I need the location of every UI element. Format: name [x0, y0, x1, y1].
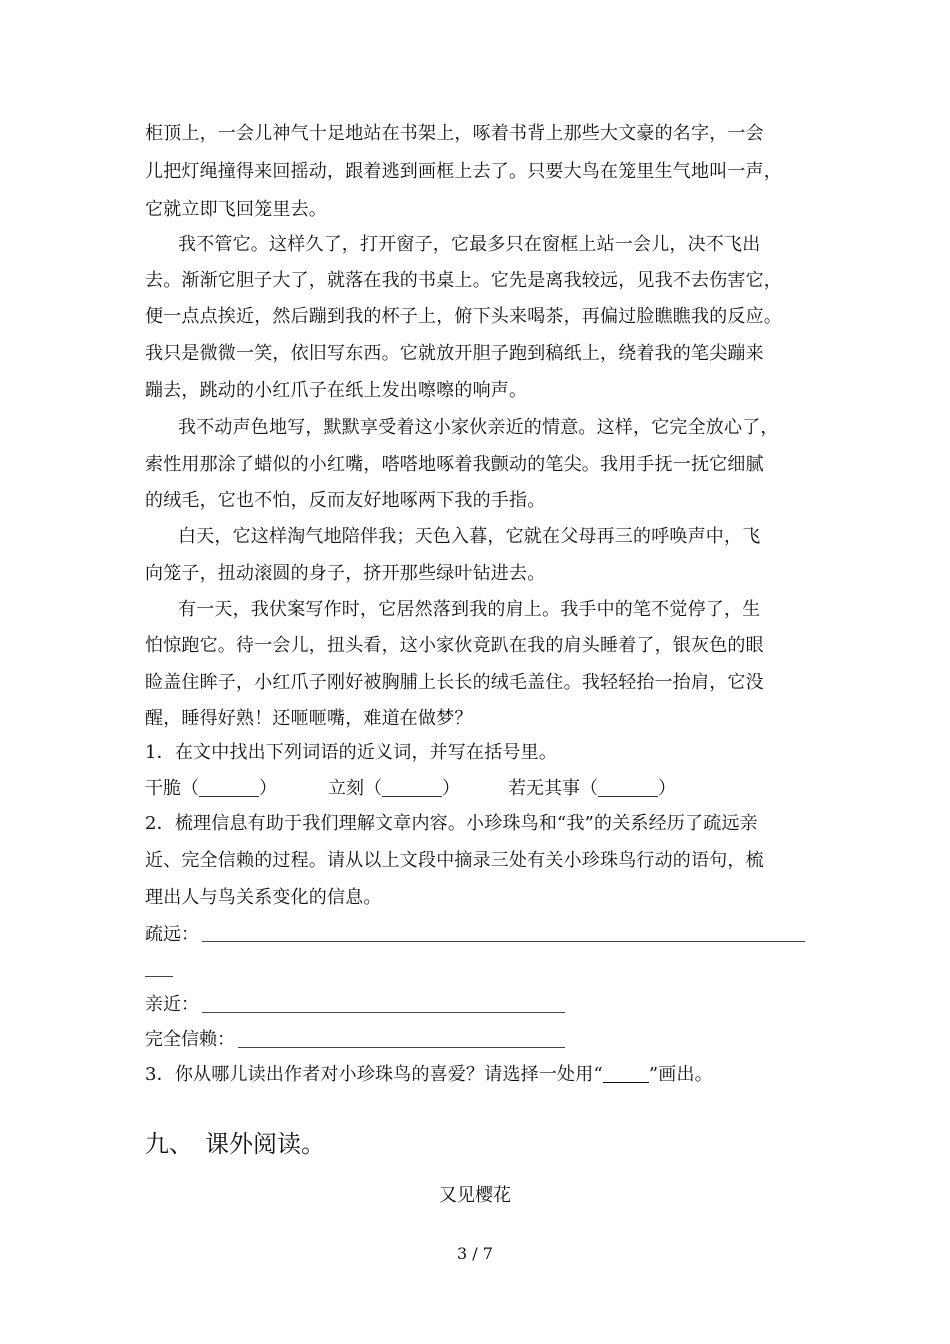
passage-line: 儿把灯绳撞得来回摇动，跟着逃到画框上去了。只要大鸟在笼里生气地叫一声， — [145, 161, 782, 182]
label-distant: 疏远： — [145, 924, 199, 945]
passage-line: 醒，睡得好熟！还咂咂嘴，难道在做梦？ — [145, 708, 473, 729]
q1-word-3: 若无其事（ ） — [508, 778, 676, 799]
q1-answer-blank-2[interactable] — [382, 778, 442, 797]
story-title: 又见樱花 — [439, 1185, 511, 1206]
passage-line: 便一点点挨近，然后蹦到我的杯子上，俯下头来喝茶，再偏过脸瞧瞧我的反应。 — [145, 306, 782, 327]
passage-line: 我只是微微一笑，依旧写东西。它就放开胆子跑到稿纸上，绕着我的笔尖蹦来 — [145, 343, 764, 364]
passage-line: 蹦去，跳动的小红爪子在纸上发出嚓嚓的响声。 — [145, 380, 528, 401]
passage-line: 白天，它这样淘气地陪伴我；天色入暮，它就在父母再三的呼唤声中，飞 — [178, 526, 761, 547]
q1-word-2: 立刻（ ） — [328, 778, 460, 799]
passage-line: 它就立即飞回笼里去。 — [145, 199, 327, 220]
passage-line: 去。渐渐它胆子大了，就落在我的书桌上。它先是离我较远，见我不去伤害它， — [145, 270, 782, 291]
answer-line-distant[interactable] — [202, 941, 805, 942]
question-1-text: 1．在文中找出下列词语的近义词，并写在括号里。 — [145, 742, 558, 763]
underline-sample — [603, 1064, 649, 1083]
question-2-text: 理出人与鸟关系变化的信息。 — [145, 887, 382, 908]
passage-line: 索性用那涂了蜡似的小红嘴，嗒嗒地啄着我颤动的笔尖。我用手抚一抚它细腻 — [145, 454, 764, 475]
q1-word-1: 干脆（ ） — [145, 778, 277, 799]
q1-answer-blank-1[interactable] — [199, 778, 259, 797]
page-number: 3 / 7 — [457, 1244, 493, 1263]
question-3-text: 3．你从哪儿读出作者对小珍珠鸟的喜爱？请选择一处用“ ”画出。 — [145, 1064, 713, 1085]
answer-line-close[interactable] — [202, 1012, 565, 1013]
passage-line: 睑盖住眸子，小红爪子刚好被胸脯上长长的绒毛盖住。我轻轻抬一抬肩，它没 — [145, 672, 764, 693]
passage-line: 我不管它。这样久了，打开窗子，它最多只在窗框上站一会儿，决不飞出 — [178, 234, 761, 255]
question-2-text: 2．梳理信息有助于我们理解文章内容。小珍珠鸟和“我”的关系经历了疏远亲 — [145, 813, 758, 834]
section-title: 九、 课外阅读。 — [145, 1130, 325, 1158]
passage-line: 向笼子，扭动滚圆的身子，挤开那些绿叶钻进去。 — [145, 563, 546, 584]
label-close: 亲近： — [145, 994, 199, 1015]
passage-line: 怕惊跑它。待一会儿，扭头看，这小家伙竟趴在我的肩头睡着了，银灰色的眼 — [145, 635, 764, 656]
label-full-trust: 完全信赖： — [145, 1029, 235, 1050]
passage-line: 柜顶上，一会儿神气十足地站在书架上，啄着书背上那些大文豪的名字，一会 — [145, 123, 764, 144]
answer-line-full-trust[interactable] — [238, 1047, 565, 1048]
q1-answer-blank-3[interactable] — [598, 778, 658, 797]
question-2-text: 近、完全信赖的过程。请从以上文段中摘录三处有关小珍珠鸟行动的语句，梳 — [145, 850, 764, 871]
passage-line: 的绒毛，它也不怕，反而友好地啄两下我的手指。 — [145, 490, 546, 511]
passage-line: 有一天，我伏案写作时，它居然落到我的肩上。我手中的笔不觉停了，生 — [178, 599, 761, 620]
passage-line: 我不动声色地写，默默享受着这小家伙亲近的情意。这样，它完全放心了， — [178, 417, 779, 438]
answer-line-distant-continued[interactable] — [145, 976, 173, 977]
